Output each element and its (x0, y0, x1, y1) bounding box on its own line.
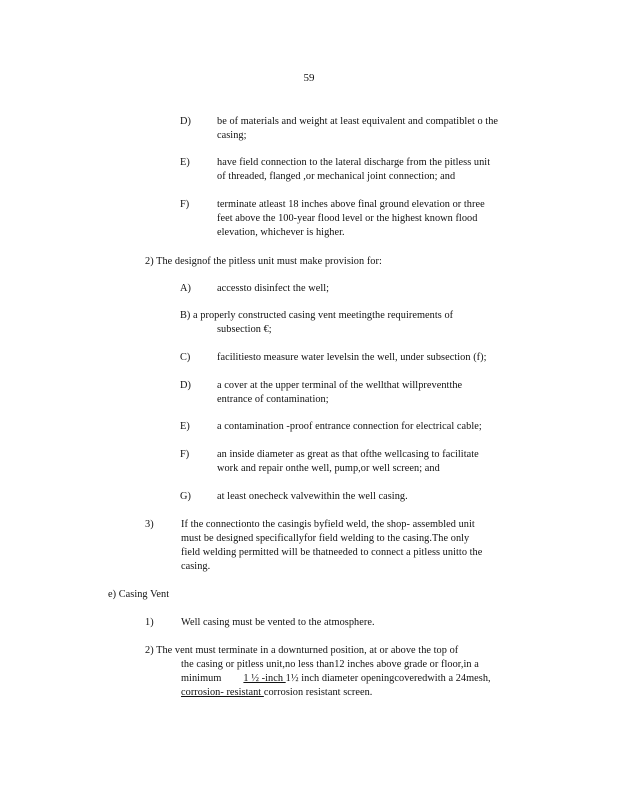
item-text: elevation, whichever is higher. (217, 227, 345, 238)
item-text: a contamination -proof entrance connection for electrical cable; (217, 421, 482, 432)
item-marker: B) a properly constructed casing vent meetingthe requirements of (180, 310, 454, 321)
item-text: accessto disinfect the well; (217, 283, 330, 294)
item-text: Well casing must be vented to the atmosphere. (181, 617, 375, 628)
item-marker: F) (180, 449, 190, 460)
page-number: 59 (303, 72, 315, 84)
item-text: be of materials and weight at least equivalent and compatiblet o the (217, 116, 499, 127)
underlined-insertion: 1 ½ -inch (243, 673, 286, 684)
item-marker: E) (180, 157, 190, 168)
item-text: facilitiesto measure water levelsin the well, under subsection (f); (217, 352, 487, 363)
text-segment: corrosion resistant screen. (263, 687, 373, 698)
item-text: casing. (181, 561, 211, 572)
item-text: terminate atleast 18 inches above final ground elevation or three (217, 199, 485, 210)
item-text: a cover at the upper terminal of the wellthat willpreventthe (217, 380, 463, 391)
item-text: the casing or pitless unit,no less than12 inches above grade or floor,in a (181, 659, 479, 670)
section-heading: e) Casing Vent (108, 589, 170, 600)
item-marker: E) (180, 421, 190, 432)
item-text (181, 686, 372, 700)
item-text: of threaded, flanged ,or mechanical joint connection; and (217, 171, 456, 182)
item-text: casing; (217, 130, 247, 141)
item-marker: 2) The vent must terminate in a downturned position, at or above the top of (145, 645, 459, 656)
item-text: If the connectionto the casingis byfield weld, the shop- assembled unit (181, 519, 475, 530)
item-text: field welding permitted will be thatneeded to connect a pitless unitto the (181, 547, 483, 558)
item-marker: F) (180, 199, 190, 210)
item-marker: G) (180, 491, 191, 502)
item-text: feet above the 100-year flood level or the highest known flood (217, 213, 478, 224)
item-text: subsection €; (217, 324, 272, 335)
item-text: work and repair onthe well, pump,or well screen; and (217, 463, 440, 474)
item-marker: 1) (145, 617, 154, 628)
item-text: must be designed specificallyfor field welding to the casing.The only (181, 533, 470, 544)
section-heading: 2) The designof the pitless unit must make provision for: (145, 256, 382, 267)
item-marker: A) (180, 283, 191, 294)
item-text: an inside diameter as great as that ofthe wellcasing to facilitate (217, 449, 479, 460)
item-text: entrance of contamination; (217, 394, 329, 405)
text-segment: minimum (181, 673, 222, 684)
item-marker: D) (180, 380, 191, 391)
item-marker: 3) (145, 519, 154, 530)
item-marker: D) (180, 116, 191, 127)
item-marker: C) (180, 352, 191, 363)
item-text: have field connection to the lateral discharge from the pitless unit (217, 157, 491, 168)
item-text: at least onecheck valvewithin the well casing. (217, 491, 408, 502)
item-text (181, 672, 491, 686)
text-segment: 1½ inch diameter openingcoveredwith a 24mesh, (285, 673, 491, 684)
underlined-insertion: corrosion- resistant (181, 687, 264, 698)
